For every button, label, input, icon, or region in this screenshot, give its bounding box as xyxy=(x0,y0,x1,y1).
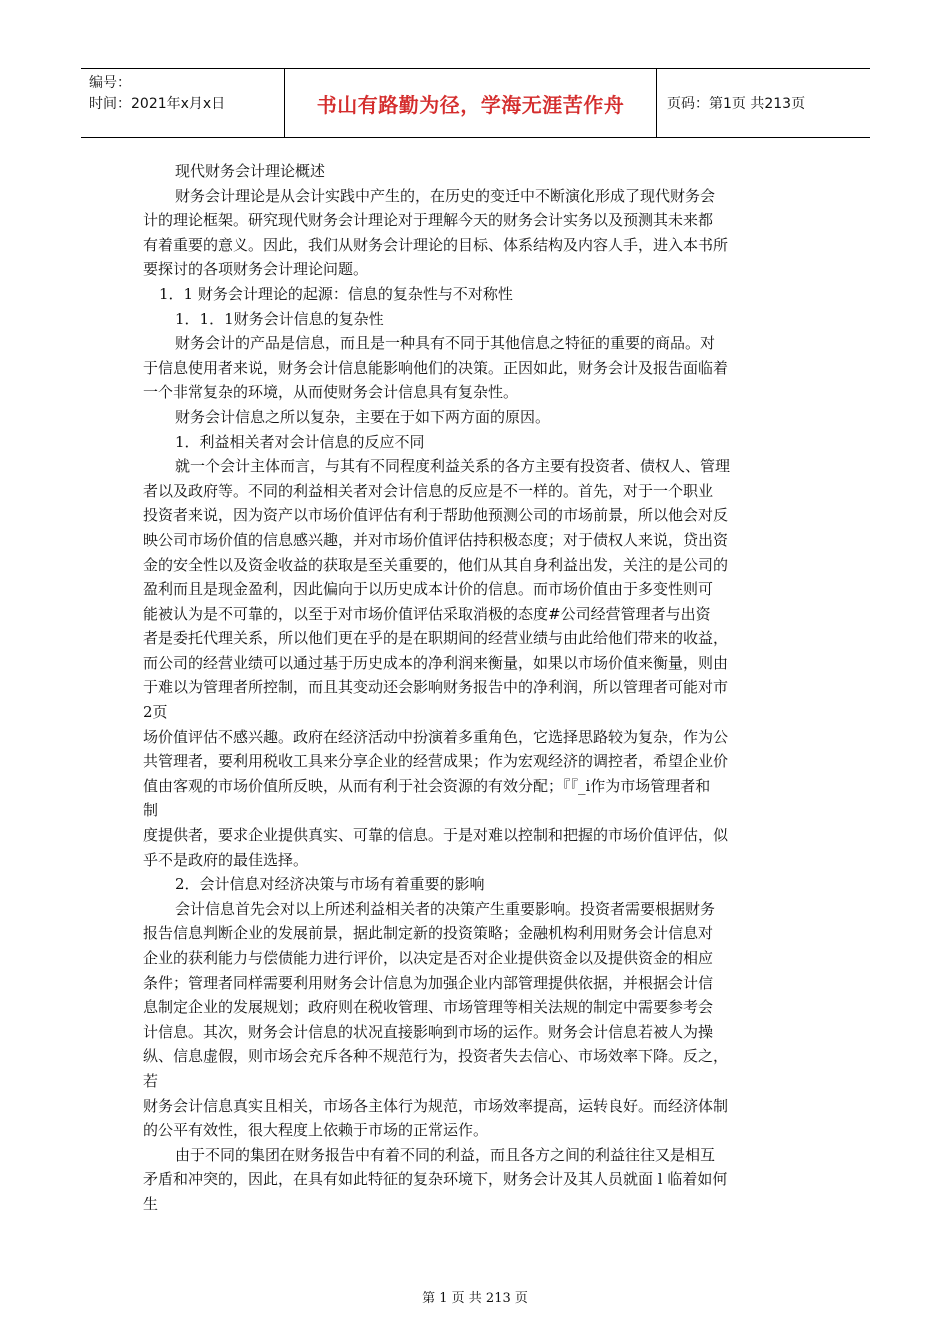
body-line: 金的安全性以及资金收益的获取是至关重要的，他们从其自身利益出发，关注的是公司的 xyxy=(143,555,729,574)
body-line: 而公司的经营业绩可以通过基于历史成本的净利润来衡量，如果以市场价值来衡量，则由 xyxy=(143,653,729,672)
numbered-heading: 2．会计信息对经济决策与市场有着重要的影响 xyxy=(175,875,485,894)
body-line: 财务会计的产品是信息，而且是一种具有不同于其他信息之特征的重要的商品。对 xyxy=(175,334,716,353)
body-line: 纵、信息虚假，则市场会充斥各种不规范行为，投资者失去信心、市场效率下降。反之， xyxy=(143,1047,729,1066)
body-line: 财务会计信息真实且相关，市场各主体行为规范，市场效率提高，运转良好。而经济体制 xyxy=(143,1096,729,1115)
body-line: 计的理论框架。研究现代财务会计理论对于理解今天的财务会计实务以及预测其未来都 xyxy=(143,211,714,230)
document-time: 时间：2021年x月x日 xyxy=(89,96,226,112)
body-line: 报告信息判断企业的发展前景，据此制定新的投资策略；金融机构利用财务会计信息对 xyxy=(143,924,714,943)
section-heading: 1．1 财务会计理论的起源：信息的复杂性与不对称性 xyxy=(159,284,513,303)
header-meta xyxy=(81,69,285,137)
body-line: 制 xyxy=(143,801,159,820)
body-line: 一个非常复杂的环境，从而使财务会计信息具有复杂性。 xyxy=(143,383,519,402)
body-line: 盈利而且是现金盈利，因此偏向于以历史成本计价的信息。而市场价值由于多变性则可 xyxy=(143,580,714,599)
body-line: 于难以为管理者所控制，而且其变动还会影响财务报告中的净利润，所以管理者可能对市 xyxy=(143,678,729,697)
body-line: 者以及政府等。不同的利益相关者对会计信息的反应是不一样的。首先，对于一个职业 xyxy=(143,481,714,500)
body-line: 由于不同的集团在财务报告中有着不同的利益，而且各方之间的利益往往又是相互 xyxy=(175,1145,716,1164)
body-line: 息制定企业的发展规划；政府则在税收管理、市场管理等相关法规的制定中需要参考会 xyxy=(143,998,714,1017)
body-line: 能被认为是不可靠的，以至于对市场价值评估采取消极的态度#公司经营管理者与出资 xyxy=(143,604,711,623)
page-header xyxy=(81,68,870,138)
subsection-heading: 1．1．1财务会计信息的复杂性 xyxy=(175,309,384,328)
body-line: 的公平有效性，很大程度上依赖于市场的正常运作。 xyxy=(143,1121,489,1140)
body-line: 企业的获利能力与偿债能力进行评价，以决定是否对企业提供资金以及提供资金的相应 xyxy=(143,949,714,967)
numbered-heading: 1．利益相关者对会计信息的反应不同 xyxy=(175,432,425,451)
body-line: 映公司市场价值的信息感兴趣，并对市场价值评估持积极态度；对于债权人来说，贷出资 xyxy=(143,530,729,549)
document-body xyxy=(143,159,803,1217)
header-page-info: 页码：第1页 共213页 xyxy=(667,96,806,112)
page-footer: 第 1 页 共 213 页 xyxy=(422,1291,528,1306)
body-line: 度提供者，要求企业提供真实、可靠的信息。于是对难以控制和把握的市场价值评估，似 xyxy=(143,826,729,845)
body-line: 会计信息首先会对以上所述利益相关者的决策产生重要影响。投资者需要根据财务 xyxy=(175,899,716,918)
inline-page-marker: 2页 xyxy=(143,703,168,722)
body-line: 就一个会计主体而言，与其有不同程度利益关系的各方主要有投资者、债权人、管理 xyxy=(175,457,731,476)
body-line: 场价值评估不感兴趣。政府在经济活动中扮演着多重角色，它选择思路较为复杂，作为公 xyxy=(143,727,729,746)
body-line: 若 xyxy=(143,1071,159,1090)
body-line: 值由客观的市场价值所反映，从而有利于社会资源的有效分配；『『_i作为市场管理者和 xyxy=(143,776,711,795)
body-line: 生 xyxy=(143,1194,159,1213)
document-title: 现代财务会计理论概述 xyxy=(175,162,326,180)
body-line: 财务会计理论是从会计实践中产生的，在历史的变迁中不断演化形成了现代财务会 xyxy=(175,186,716,205)
body-line: 要探讨的各项财务会计理论问题。 xyxy=(143,260,369,279)
body-line: 乎不是政府的最佳选择。 xyxy=(143,850,309,869)
body-line: 财务会计信息之所以复杂，主要在于如下两方面的原因。 xyxy=(175,407,551,426)
document-number-label: 编号： xyxy=(89,75,131,91)
body-line: 者是委托代理关系，所以他们更在乎的是在职期间的经营业绩与由此给他们带来的收益， xyxy=(143,629,729,648)
body-line: 投资者来说，因为资产以市场价值评估有利于帮助他预测公司的市场前景，所以他会对反 xyxy=(143,506,729,525)
body-line: 于信息使用者来说，财务会计信息能影响他们的决策。正因如此，财务会计及报告面临着 xyxy=(143,358,729,377)
body-line: 计信息。其次，财务会计信息的状况直接影响到市场的运作。财务会计信息若被人为操 xyxy=(143,1022,714,1041)
body-line: 条件；管理者同样需要利用财务会计信息为加强企业内部管理提供依据，并根据会计信 xyxy=(143,973,714,992)
header-motto: 书山有路勤为径，学海无涯苦作舟 xyxy=(285,69,657,137)
body-line: 有着重要的意义。因此，我们从财务会计理论的目标、体系结构及内容人手，进入本书所 xyxy=(143,235,729,254)
body-line: 矛盾和冲突的，因此，在具有如此特征的复杂环境下，财务会计及其人员就面 l 临着如何 xyxy=(143,1170,728,1189)
body-line: 共管理者，要利用税收工具来分享企业的经营成果；作为宏观经济的调控者，希望企业价 xyxy=(143,752,729,771)
